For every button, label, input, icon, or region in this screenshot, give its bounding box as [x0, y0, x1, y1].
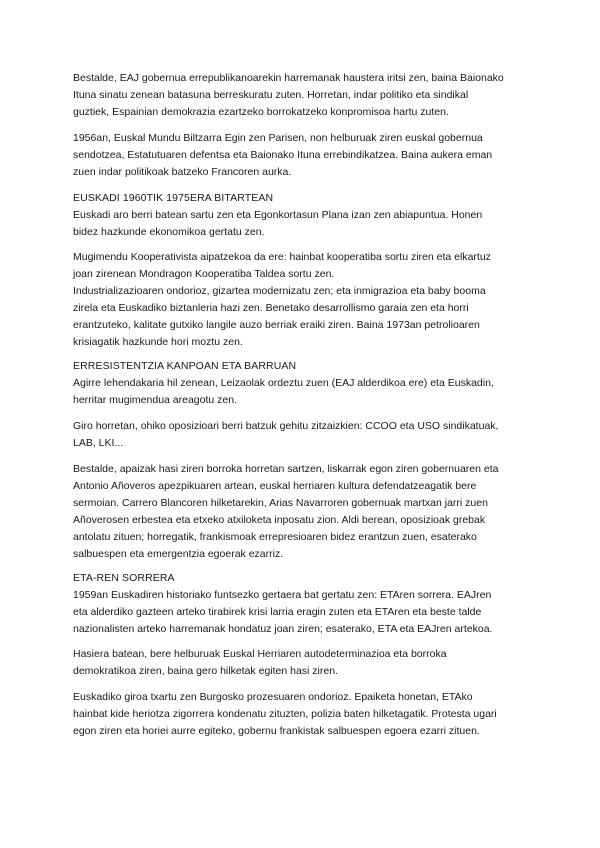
text-line: zuen indar politikoak batzeko Francoren aurka. — [73, 166, 292, 178]
text-line: erantzuteko, kalitate gutxiko langile auzo berriak eraiki ziren. Baina 1973an petrolioaren — [73, 319, 480, 331]
text-line: nazionalisten arteko harremanak hondatuz joan ziren; esaterako, ETA eta EAJren artekoa. — [73, 623, 493, 635]
text-line: zirela eta Euskadiko biztanleria hazi zen. Benetako desarrollismo garaia zen eta horri — [73, 302, 469, 314]
paragraph-burgos-trial — [73, 689, 543, 740]
text-line: sermoian. Carrero Blancoren hilketarekin, Arias Navarroren gobernuak martxan jarri zuen — [73, 497, 488, 509]
paragraph-opposition — [73, 418, 543, 452]
text-line: demokratikoa ziren, baina gero hilketak egiten hasi ziren. — [73, 665, 338, 677]
text-line: Euskadi aro berri batean sartu zen eta Egonkortasun Plana izan zen abiapuntua. Honen — [73, 209, 483, 221]
text-line: Giro horretan, ohiko oposizioari berri batzuk gehitu zitzaizkien: CCOO eta USO sindikatuak, — [73, 420, 499, 432]
text-line: 1956an, Euskal Mundu Biltzarra Egin zen Parisen, non helburuak ziren euskal gobernua — [73, 132, 483, 144]
text-line: 1959an Euskadiren historiako funtsezko gertaera bat gertatu zen: ETAren sorrera. EAJren — [73, 589, 492, 601]
section-resistance — [73, 358, 543, 409]
section-1960-1975 — [73, 190, 543, 241]
text-line: Antonio Añoveros apezpikuaren artean, euskal herriaren kultura defendatzeagatik bere — [73, 480, 477, 492]
paragraph-cooperatives — [73, 249, 543, 351]
text-line: Agirre lehendakaria hil zenean, Leizaolak ordeztu zuen (EAJ alderdikoa ere) eta Euskadin, — [73, 377, 494, 389]
text-line: bidez hazkunde ekonomikoa gertatu zen. — [73, 226, 265, 238]
paragraph-clergy — [73, 461, 543, 563]
text-line: herritar mugimendua areagotu zen. — [73, 394, 238, 406]
text-line: LAB, LKI... — [73, 437, 124, 449]
text-line: Ituna sinatu zenean batasuna berreskuratu zuten. Horretan, indar politiko eta sindikal — [73, 89, 469, 101]
text-line: joan zirenean Mondragon Kooperatiba Taldea sortu zen. — [73, 268, 335, 280]
section-heading: EUSKADI 1960TIK 1975ERA BITARTEAN — [73, 192, 274, 204]
text-line: Añoverosen erbestea eta etxeko atxiloketa inposatu zion. Aldi berean, oposizioak grebak — [73, 514, 486, 526]
text-line: Industrializazioaren ondorioz, gizartea modernizatu zen; eta inmigrazioa eta baby booma — [73, 285, 486, 297]
text-line: hainbat kide heriotza zigorrera kondenatu zituzten, polizia baten hilketagatik. Protesta ugari — [73, 708, 497, 720]
text-line: Bestalde, apaizak hasi ziren borroka horretan sartzen, liskarrak egon ziren gobernuaren eta — [73, 463, 499, 475]
text-line: sendotzea, Estatutuaren defentsa eta Baionako Ituna errebindikatzea. Baina aukera eman — [73, 149, 493, 161]
paragraph-world-congress — [73, 130, 543, 181]
text-line: Euskadiko giroa txartu zen Burgosko prozesuaren ondorioz. Epaiketa honetan, ETAko — [73, 691, 473, 703]
section-heading: ETA-REN SORRERA — [73, 572, 175, 584]
paragraph-baiona-pact — [73, 70, 543, 121]
text-line: guztiek, Espainian demokrazia ezartzeko borrokatzeko konpromisoa hartu zuten. — [73, 106, 449, 118]
text-line: Mugimendu Kooperativista aipatzekoa da ere: hainbat kooperatiba sortu ziren eta elkartuz — [73, 251, 491, 263]
section-eta-origin — [73, 570, 543, 638]
text-line: eta alderdiko gazteen arteko tirabirek krisi larria eragin zuten eta ETAren eta beste talde — [73, 606, 482, 618]
text-line: salbuespen eta emergentzia egoerak ezarriz. — [73, 548, 284, 560]
section-heading: ERRESISTENTZIA KANPOAN ETA BARRUAN — [73, 360, 297, 372]
text-line: Bestalde, EAJ gobernua errepublikanoarekin harremanak haustera iritsi zen, baina Baionako — [73, 72, 504, 84]
text-line: antolatu zituen; horregatik, frankismoak errepresioaren bidez erantzun zuen, esaterako — [73, 531, 477, 543]
text-line: egon ziren eta horiei aurre egiteko, gobernu frankistak salbuespen egoera ezarri zituen. — [73, 725, 480, 737]
text-line: krisiagatik hazkunde hori moztu zen. — [73, 336, 243, 348]
paragraph-eta-goals — [73, 646, 543, 680]
text-line: Hasiera batean, bere helburuak Euskal Herriaren autodeterminazioa eta borroka — [73, 648, 447, 660]
